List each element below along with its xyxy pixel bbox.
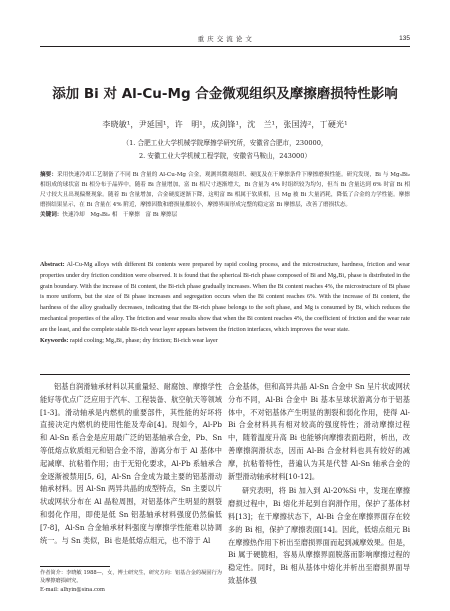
affiliation-2: 2. 安徽工业大学机械工程学院，安徽省马鞍山，243000） — [138, 152, 312, 160]
abstract-cn-paragraph — [40, 170, 410, 210]
body-paragraph: 合金基体，但和高异共晶 Al-Sn 合金中 Sn 呈片状或网状分布不同，Al-Bi 合金中 Bi 基本呈球状游离分布于铝基体中，不对铝基体产生明显的割裂和弱化作用，使得 Al-Bi 合金材料具有相对较高的强度特性；滑动摩擦过程中，随着温度升高 Bi 也能够向摩擦表面趋附，析出，改善摩擦润滑状态，因而 Al-Bi 合金材料也具有较好的减摩，抗粘着特性，普遍认为其是代替 Al-Sn 轴承合金的新型滑动轴承材料[10-12]。 — [228, 382, 410, 481]
keywords-en — [40, 336, 410, 347]
running-header — [40, 34, 410, 46]
body-paragraph: 研究表明，将 Bi 加入到 Al-20%Si 中，发现在摩擦磨损过程中，Bi 熔化并起到自润滑作用，保护了基体材料[13]；在干摩擦状态下，Al-Bi 合金在摩擦界面存在较多的 Bi 相，保护了摩擦表面[14]。因此，低熔点组元 Bi 在摩擦热作用下析出至磨损界面而起到减摩效果。但是，Bi 属于硬脆相，容易从摩擦界面脱落而影响摩擦过程的稳定性。同时，Bi 相从基体中熔化并析出至磨损界面导致基体强 — [228, 486, 410, 585]
keywords-en-label: Keywords: — [40, 337, 69, 344]
abstract-english — [40, 260, 410, 346]
journal-section-name: 重 庆 交 流 论 文 — [197, 35, 253, 43]
footnote-rule — [40, 566, 110, 567]
abstract-en-label: Abstract: — [40, 262, 65, 268]
body-column-left — [40, 381, 222, 556]
abstract-chinese — [40, 170, 410, 250]
keywords-cn — [40, 210, 410, 220]
abstract-en-paragraph — [40, 260, 410, 336]
body-separator-rule — [40, 374, 410, 375]
abstract-cn-text: 采用快速冷却工艺制备了不同 Bi 含量的 Al-Cu-Mg 合金，观测其微观组织、硬度及在干摩擦条件下摩擦磨损性能。研究发现，Bi 与 Mg₃Bi₂ 相组成的球状富 Bi 相分布于晶界中，随着 Bi 含量增加，富 Bi 相尺寸逐渐增大，Bi 含量为 4% 时组织较为均匀，但当 Bi 含量达到 6% 时富 Bi 相尺寸较大且出现偏聚现象。随着 Bi 含量增加，合金硬度逐渐下降，这明富 Bi 相属于软质相，且 Mg 被 Bi 大量消耗，降低了合金的力学性能。摩擦磨损结果显示，在 Bi 含量在 4% 附近，摩擦因数和磨损量都较小，摩擦界面形成完整的稳定富 Bi 摩擦层，改善了磨损状态。 — [40, 172, 410, 208]
affiliation-1: （1. 合肥工业大学机械学院摩擦学研究所，安徽省合肥市，230000， — [122, 139, 328, 147]
author-list: 李晓敏¹，尹延国¹，许 明¹，成剑锋¹，沈 兰¹，张国涛²，丁硬光¹ — [102, 120, 348, 129]
page-number: 135 — [399, 35, 410, 42]
footnote-email: E-mail: alhyin@sina.com — [40, 586, 105, 593]
keywords-en-text: rapid cooling; Mg₃Bi₂ phase; dry friction; Bi-rich wear layer — [69, 337, 218, 344]
body-column-right — [228, 381, 410, 606]
keywords-cn-text: 快速冷却 Mg₃Bi₂ 相 干摩擦 富 Bi 摩擦层 — [62, 212, 178, 218]
header-rule — [40, 46, 410, 47]
body-paragraph: 铝基自润滑轴承材料以其重量轻、耐腐蚀、摩擦学性能好等优点广泛应用于汽车、工程装备、航空航天等领域[1-3]。滑动轴承是内燃机的重要部件，其性能的好坏将直接决定内燃机的使用性能及寿命[4]。现如今，Al-Pb 和 Al-Sn 系合金是应用最广泛的铝基轴承合金，Pb、Sn 等低熔点软质组元和铝合金不溶，游离分布于 Al 基体中起减摩、抗粘着作用；由于无铅化要求，Al-Pb 系轴承合金逐渐被禁用[5, 6]，Al-Sn 合金成为最主要的铝基滑动轴承材料。因 Al-Sn 两异共晶的成型特点，Sn 主要以片状或网状分布在 Al 晶粒周围，对铝基体产生明显的割裂和弱化作用，即使是低 Sn 铝基轴承材料强度仍然偏低[7-8]，Al-Sn 合金轴承材料强度与摩擦学性能难以协调统一。与 Sn 类似，Bi 也是低熔点组元，也不溶于 Al — [40, 382, 222, 545]
author-footnote — [40, 569, 222, 594]
abstract-cn-label: 摘要： — [40, 172, 58, 178]
abstract-en-text: Al-Cu-Mg alloys with different Bi contents were prepared by rapid cooling process, and the microstructure, hardness, friction and wear properties under dry friction condition were observed. It is found that the spherical Bi-rich phase composed of Bi and Mg₃Bi₂ phase is distributed in the grain boundary. With the increase of Bi content, the Bi-rich phase gradually increases. When the Bi content reaches 4%, the microstructure of Bi phase is more uniform, but the size of Bi phase increases and segregation occurs when the Bi content reaches 6%. With the increase of Bi content, the hardness of the alloy gradually decreases, indicating that the Bi-rich phase belongs to the soft phase, and Mg is consumed by Bi, which reduces the mechanical properties of the alloy. The friction and wear results show that when the Bi content reaches 4%, the coefficient of friction and the wear rate are the least, and the complete stable Bi-rich wear layer appears between the friction interfaces, which improves the wear state. — [40, 262, 410, 333]
keywords-cn-label: 关键词： — [40, 212, 63, 218]
footnote-author-bio: 作者简介：李晓敏 1988—，女，博士研究生，研究方向：铝基合金的凝固行为及摩擦磨损研究。 — [40, 570, 222, 585]
paper-title: 添加 Bi 对 Al-Cu-Mg 合金微观组织及摩擦磨损特性影响 — [52, 86, 398, 102]
